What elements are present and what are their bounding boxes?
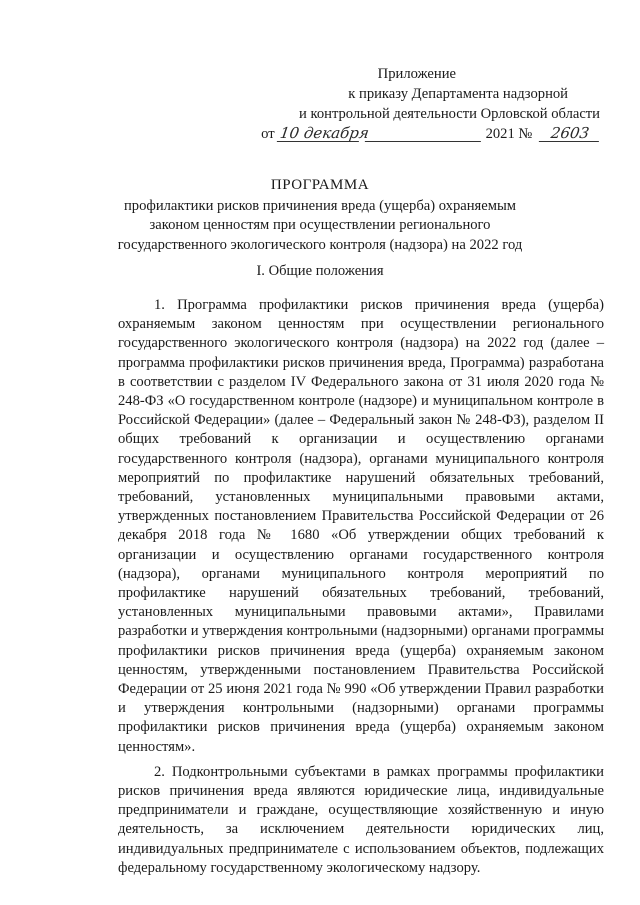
handwritten-order-number: 2603: [539, 125, 601, 142]
paragraph-2: 2. Подконтрольными субъектами в рамках программы профилактики рисков причинения вреда являются юридические лица, индивидуальные предприниматели и граждане, осуществляющие хозяйственную и иную деятельность, за исключением деятельности юридических лиц, индивидуальных предпринимателе с использованием объектов, подлежащих федеральному государственному экологическому надзору.: [118, 763, 604, 876]
appendix-order-reference: к приказу Департамента надзорной: [348, 86, 568, 102]
section-heading: I. Общие положения: [256, 263, 384, 279]
appendix-title: Приложение: [377, 66, 456, 82]
date-underline: [365, 125, 483, 142]
from-label: от: [261, 126, 275, 142]
program-title-block: [110, 176, 530, 255]
appendix-department: и контрольной деятельности Орловской области: [299, 106, 600, 122]
order-date-line: [261, 124, 600, 144]
document-body: [118, 296, 604, 880]
program-subtitle: профилактики рисков причинения вреда (ущерба) охраняемым законом ценностям при осуществлении регионального государственного экологического контроля (надзора) на 2022 год: [117, 197, 523, 253]
paragraph-1: 1. Программа профилактики рисков причинения вреда (ущерба) охраняемым законом ценностям при осуществлении регионального государственного экологического контроля (надзора) на 2022 год (далее – программа профилактики рисков причинения вреда, Программа) разработана в соответствии с разделом IV Федерального закона от 31 июля 2020 года № 248-ФЗ «О государственном контроле (надзоре) и муниципальном контроле в Российской Федерации» (далее – Федеральный закон № 248-ФЗ), разделом II общих требований к организации и осуществлению органами государственного контроля (надзора), органами муниципального контроля мероприятий по профилактике нарушений обязательных требований, требований, установленных муниципальными правовыми актами, утвержденных постановлением Правительства Российской Федерации от 26 декабря 2018 года № 1680 «Об утверждении общих требований к организации и осуществлению органами государственного контроля (надзора), органами муниципального контроля мероприятий по профилактике нарушений обязательных требований, требований, установленных муниципальными правовыми актами», Правилами разработки и утверждения контрольными (надзорными) органами программы профилактики рисков причинения вреда (ущерба) охраняемым законом ценностям, утвержденными постановлением Правительства Российской Федерации от 25 июня 2021 года № 990 «Об утверждении Правил разработки и утверждения контрольными (надзорными) органами программы профилактики рисков причинения вреда (ущерба) охраняемым законом ценностям».: [118, 297, 604, 755]
year-number-label: 2021 №: [485, 126, 533, 142]
appendix-header: [261, 64, 600, 144]
program-title: ПРОГРАММА: [270, 177, 370, 193]
handwritten-date: 10 декабря: [279, 124, 371, 142]
